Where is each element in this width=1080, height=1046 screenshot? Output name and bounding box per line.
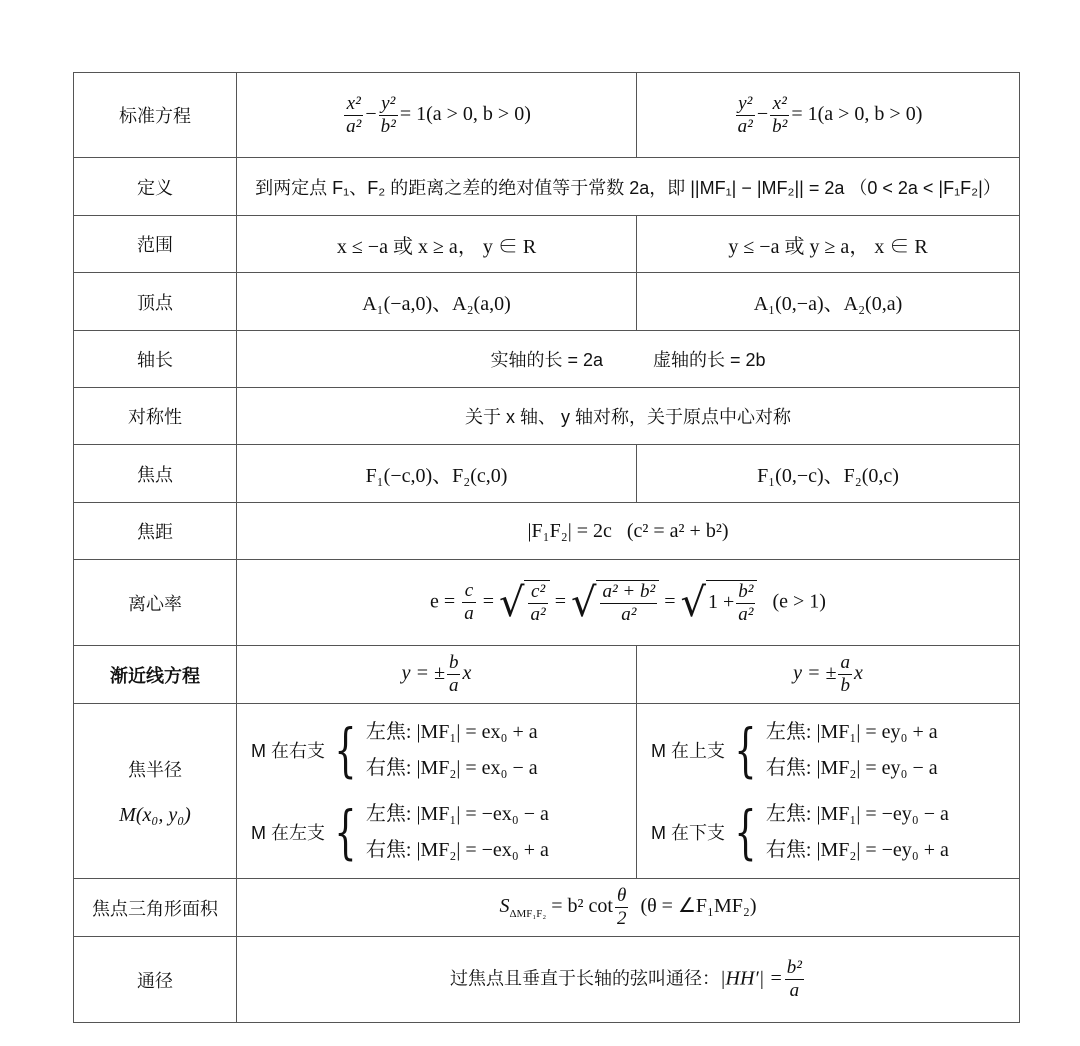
formula-line: 右焦: |MF₂| = −ey₀ + a [765, 839, 949, 861]
formula-line: 右焦: |MF₂| = ex₀ − a [365, 757, 538, 779]
branch-group [637, 796, 1019, 868]
range-horizontal: x ≤ −a 或 x ≥ a， y ∈ R [237, 216, 637, 273]
branch-label: M 在下支 [651, 823, 725, 843]
numerator: y² [379, 93, 398, 116]
numerator: a [840, 652, 850, 673]
row-asymptotes [74, 646, 1020, 704]
equation-vertical [637, 73, 1020, 158]
formula-line: 右焦: |MF₂| = −ex₀ + a [365, 839, 549, 861]
foci-horizontal: F₁(−c,0)、F₂(c,0) [237, 445, 637, 503]
denominator: b [840, 675, 850, 696]
formula-text: S [499, 895, 510, 918]
row-label: 焦点三角形面积 [74, 879, 237, 937]
vertices-vertical: A₁(0,−a)、A₂(0,a) [637, 273, 1020, 331]
operator: = [554, 590, 566, 613]
denominator: a² [346, 115, 362, 137]
row-label [74, 704, 237, 879]
formula-line: 左焦: |MF₁| = ex₀ + a [365, 721, 538, 743]
row-range [74, 216, 1020, 273]
equation-horizontal [237, 73, 637, 158]
formula-text: x [462, 662, 472, 685]
numerator: b² [738, 580, 754, 602]
formula-line: 右焦: |MF₂| = ey₀ − a [765, 757, 938, 779]
branch-group [237, 714, 636, 786]
label-text: 焦半径 [128, 759, 182, 780]
description: 过焦点且垂直于长轴的弦叫通径： [450, 968, 721, 989]
label-point: M(x₀, y₀) [119, 803, 191, 826]
triangle-area-formula [237, 879, 1020, 937]
condition: (e > 1) [772, 590, 826, 613]
operator: − [365, 102, 377, 125]
numerator: c² [528, 581, 547, 604]
formula-text: |HH′| = [720, 967, 783, 990]
formula-text: = b² cot [551, 895, 613, 918]
formula-line: 左焦: |MF₁| = ey₀ + a [765, 721, 938, 743]
formula-line: 左焦: |MF₁| = −ey₀ − a [765, 803, 949, 825]
denominator: a² [621, 603, 637, 625]
row-standard-equation [74, 73, 1020, 158]
row-label: 对称性 [74, 388, 237, 445]
subscript: ΔMF₁F₂ [509, 908, 547, 921]
operator: − [756, 102, 769, 125]
denominator: a² [738, 603, 754, 625]
row-label: 轴长 [74, 331, 237, 388]
formula-text: e = [430, 590, 456, 613]
row-label: 渐近线方程 [74, 646, 237, 704]
denominator: a [789, 980, 800, 1001]
row-label: 范围 [74, 216, 237, 273]
row-label: 焦距 [74, 503, 237, 560]
foci-vertical: F₁(0,−c)、F₂(0,c) [637, 445, 1020, 503]
row-vertices [74, 273, 1020, 331]
numerator: x² [770, 93, 789, 116]
numerator: θ [615, 885, 629, 908]
row-label: 顶点 [74, 273, 237, 331]
formula-text: y = ± [793, 662, 837, 685]
denominator: 2 [616, 908, 627, 929]
focal-distance-formula: |F₁F₂| = 2c (c² = a² + b²) [237, 503, 1020, 560]
brace-icon: { [734, 798, 757, 866]
row-focal-triangle-area [74, 879, 1020, 937]
row-focal-radius [74, 704, 1020, 879]
row-label: 焦点 [74, 445, 237, 503]
operator: = [482, 590, 494, 613]
denominator: a² [530, 603, 546, 625]
numerator: a² + b² [602, 580, 656, 602]
brace-icon: { [334, 716, 357, 784]
brace-icon: { [734, 716, 757, 784]
denominator: a [448, 675, 459, 696]
formula-text: y = ± [401, 662, 445, 685]
brace-icon: { [334, 798, 357, 866]
sqrt: √ 1 + $\frac{\text{b²}}{\text{a²}}$ [680, 580, 757, 626]
row-label: 离心率 [74, 560, 237, 646]
branch-label: M 在上支 [651, 741, 725, 761]
asymptote-horizontal [237, 646, 637, 704]
eccentricity-formula [237, 560, 1020, 646]
formula-text: x [853, 662, 863, 685]
sqrt: √ $\frac{\text{c²}}{\text{a²}}$ [499, 580, 550, 626]
row-label: 通径 [74, 937, 237, 1023]
row-label: 标准方程 [74, 73, 237, 158]
symmetry-text: 关于 x 轴、 y 轴对称，关于原点中心对称 [237, 388, 1020, 445]
branch-label: M 在左支 [251, 823, 325, 843]
focal-radius-horizontal [237, 704, 637, 879]
row-axis-length [74, 331, 1020, 388]
branch-group [237, 796, 636, 868]
branch-group [637, 714, 1019, 786]
row-symmetry [74, 388, 1020, 445]
definition-text: 到两定点 F₁、F₂ 的距离之差的绝对值等于常数 2a，即 ||MF₁| − |MF₂|| = 2a （0 < 2a < |F₁F₂|） [237, 158, 1020, 216]
focal-radius-vertical [637, 704, 1020, 879]
numerator: y² [736, 93, 755, 116]
denominator: b² [380, 115, 396, 137]
row-eccentricity [74, 560, 1020, 646]
row-latus-rectum [74, 937, 1020, 1023]
denominator: b² [772, 115, 788, 137]
numerator: b² [786, 957, 802, 978]
branch-label: M 在右支 [251, 741, 325, 761]
row-label: 定义 [74, 158, 237, 216]
denominator: a [464, 603, 474, 624]
asymptote-vertical [637, 646, 1020, 704]
formula-line: 左焦: |MF₁| = −ex₀ − a [365, 803, 549, 825]
equation-rest: = 1(a > 0, b > 0) [791, 102, 923, 125]
condition: (θ = ∠F₁MF₂) [640, 895, 757, 918]
numerator: x² [344, 93, 363, 116]
range-vertical: y ≤ −a 或 y ≥ a， x ∈ R [637, 216, 1020, 273]
row-foci [74, 445, 1020, 503]
denominator: a² [737, 115, 753, 137]
row-focal-distance [74, 503, 1020, 560]
numerator: b [448, 652, 459, 673]
formula-text: 1 + [707, 590, 735, 613]
numerator: c [462, 580, 476, 603]
row-definition [74, 158, 1020, 216]
hyperbola-properties-table [73, 72, 1020, 1023]
vertices-horizontal: A₁(−a,0)、A₂(a,0) [237, 273, 637, 331]
sqrt: √ $\frac{\text{a² + b²}}{\text{a²}}$ [571, 580, 659, 626]
equation-rest: = 1(a > 0, b > 0) [399, 102, 531, 125]
latus-rectum-text [237, 937, 1020, 1023]
operator: = [664, 590, 676, 613]
axis-length-text: 实轴的长 = 2a 虚轴的长 = 2b [237, 331, 1020, 388]
